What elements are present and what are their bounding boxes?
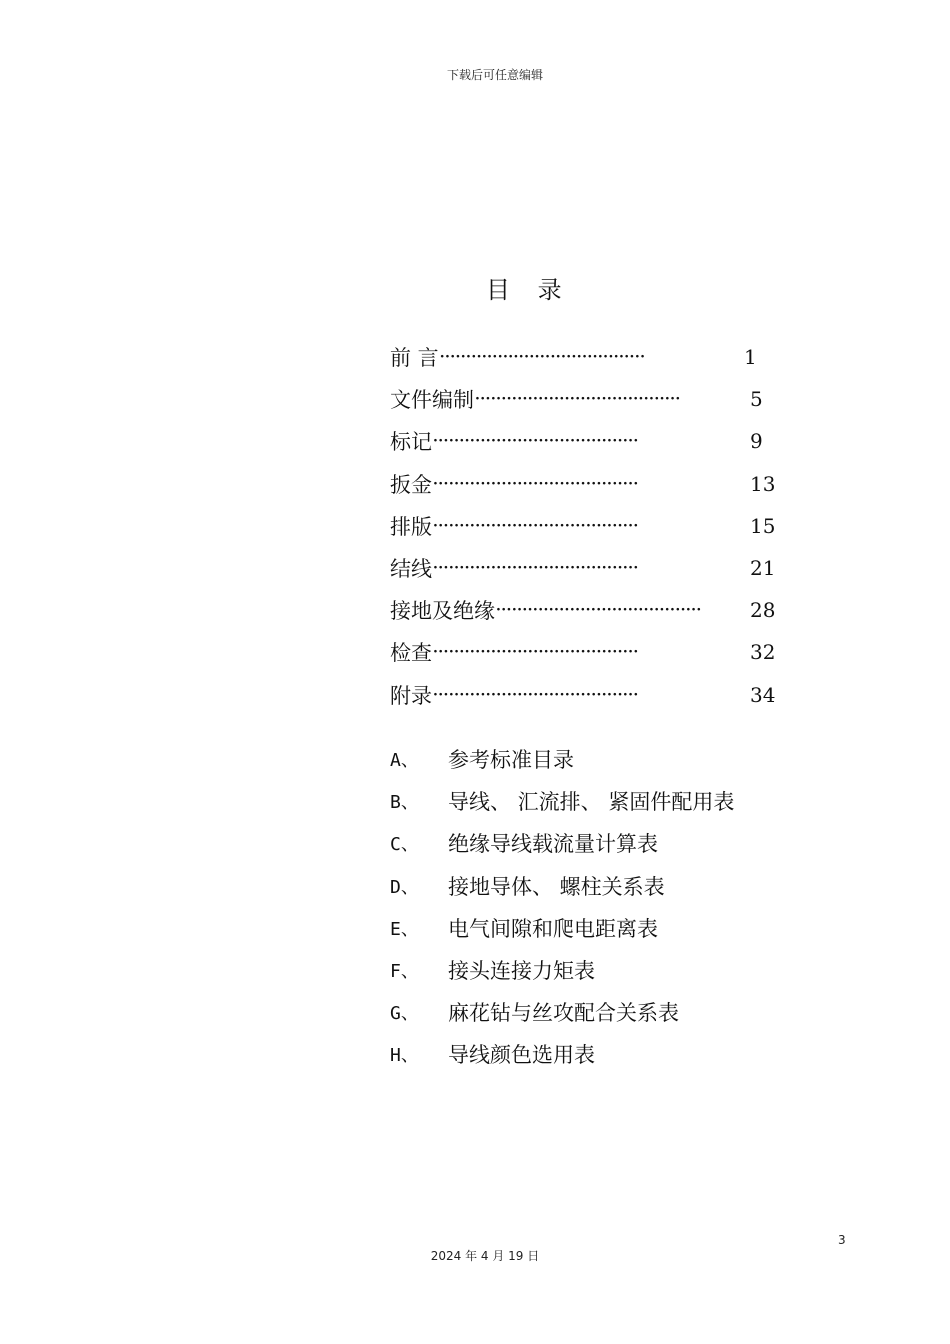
toc-entry-label: 附录 [390,683,432,708]
appendix-letter: E、 [390,918,419,940]
toc-entry-label: 结线 [390,557,432,582]
toc-entry-page: 13 [750,471,776,496]
appendix-letter: H、 [390,1045,419,1067]
toc-entry-preface[interactable] [390,336,780,378]
appendix-title: 参考标准目录 [448,748,574,773]
toc-leader-dots: ······································· [475,391,681,408]
toc-entry-page: 32 [750,640,776,665]
appendix-title: 接地导体、 螺柱关系表 [448,874,665,899]
toc-leader-dots: ······································· [439,349,646,366]
appendix-item-c[interactable] [390,822,734,864]
appendix-item-f[interactable] [390,949,734,991]
toc-entry-label: 检查 [390,641,432,666]
toc-entry-sheet-metal[interactable] [390,463,780,505]
toc-leader-dots: ······································· [433,433,639,450]
toc-entry-page: 5 [750,387,763,412]
toc-entry-label: 前 言 [390,346,439,371]
toc-leader-dots: ······································· [433,517,639,534]
toc-entry-label: 扳金 [390,472,432,497]
toc-entry-page: 15 [750,513,776,538]
toc-entry-marking[interactable] [390,420,780,462]
toc-entry-inspection[interactable] [390,631,780,673]
page-number: 3 [838,1233,846,1247]
appendix-letter: B、 [390,792,419,814]
header-note: 下载后可任意编辑 [446,68,543,82]
toc-entry-appendix[interactable] [390,674,780,716]
toc-entry-wiring[interactable] [390,547,780,589]
appendix-letter: G、 [390,1003,419,1025]
appendix-title: 麻花钻与丝攻配合关系表 [448,1001,679,1026]
appendix-item-h[interactable] [390,1033,734,1075]
toc-leader-dots: ······································· [496,602,702,619]
appendix-letter: C、 [390,834,419,856]
table-of-contents [390,336,780,716]
toc-entry-page: 34 [750,682,776,707]
appendix-title: 导线、 汇流排、 紧固件配用表 [448,790,735,815]
toc-entry-label: 接地及绝缘 [390,599,495,624]
appendix-title: 导线颜色选用表 [448,1043,595,1068]
toc-leader-dots: ······································· [433,686,639,703]
appendix-letter: A、 [390,750,419,772]
appendix-title: 电气间隙和爬电距离表 [448,916,658,941]
appendix-item-d[interactable] [390,865,734,907]
appendix-list [390,738,734,1076]
toc-leader-dots: ······································· [433,475,639,492]
toc-leader-dots: ······································· [433,644,639,661]
appendix-title: 接头连接力矩表 [448,959,595,984]
appendix-title: 绝缘导线载流量计算表 [448,832,658,857]
toc-entry-grounding-insulation[interactable] [390,589,780,631]
toc-entry-label: 排版 [390,514,432,539]
appendix-item-a[interactable] [390,738,734,780]
appendix-item-b[interactable] [390,780,734,822]
toc-entry-page: 9 [750,429,763,454]
toc-entry-layout[interactable] [390,505,780,547]
toc-entry-page: 28 [750,598,776,623]
toc-entry-document-preparation[interactable] [390,378,780,420]
appendix-letter: D、 [390,876,419,898]
appendix-item-e[interactable] [390,907,734,949]
footer-date: 2024 年 4 月 19 日 [430,1249,540,1263]
toc-leader-dots: ······································· [433,560,639,577]
appendix-letter: F、 [390,961,419,983]
toc-entry-label: 文件编制 [390,388,474,413]
toc-title: 目 录 [486,276,572,304]
toc-entry-page: 1 [744,345,757,370]
toc-entry-page: 21 [750,556,776,581]
toc-entry-label: 标记 [390,430,432,455]
appendix-item-g[interactable] [390,991,734,1033]
